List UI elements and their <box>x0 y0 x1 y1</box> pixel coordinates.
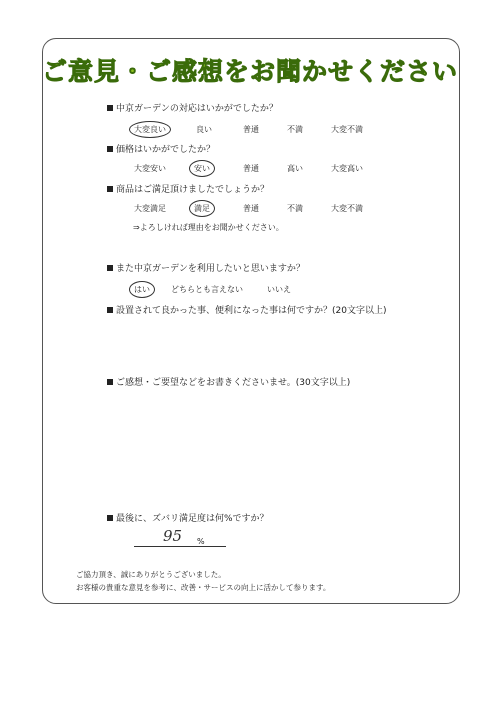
question-5-label: 設置されて良かった事、便利になった事は何ですか？(20文字以上) <box>116 306 387 316</box>
q2-option-3[interactable]: 普通 <box>243 164 259 173</box>
q2-option-4[interactable]: 高い <box>287 164 303 173</box>
question-2 <box>107 142 215 155</box>
question-4 <box>107 261 305 274</box>
question-1 <box>107 101 278 114</box>
question-6-label: ご感想・ご要望などをお書きくださいませ。(30文字以上) <box>116 378 351 388</box>
question-3-label: 商品はご満足頂けましたでしょうか？ <box>116 185 270 195</box>
question-2-label: 価格はいかがでしたか？ <box>116 145 216 155</box>
question-1-label: 中京ガーデンの対応はいかがでしたか？ <box>116 104 278 114</box>
q2-option-2-selected[interactable]: 安い <box>189 160 215 177</box>
bullet-square-icon <box>107 186 113 192</box>
question-6 <box>107 375 350 388</box>
q3-option-5[interactable]: 大変不満 <box>331 204 363 213</box>
q1-option-3[interactable]: 普通 <box>243 125 259 134</box>
bullet-square-icon <box>107 379 113 385</box>
q3-reason-note: ⇒よろしければ理由をお聞かせください。 <box>133 223 284 232</box>
question-4-label: また中京ガーデンを利用したいと思いますか？ <box>116 264 305 274</box>
q1-option-1-selected[interactable]: 大変良い <box>129 121 171 138</box>
bullet-square-icon <box>107 105 113 111</box>
q3-option-4[interactable]: 不満 <box>287 204 303 213</box>
q1-option-4[interactable]: 不満 <box>287 125 303 134</box>
q2-option-5[interactable]: 大変高い <box>331 164 363 173</box>
q2-option-1[interactable]: 大変安い <box>134 164 166 173</box>
q4-option-3[interactable]: いいえ <box>267 285 291 294</box>
survey-title: ご意見・ご感想をお聞かせください <box>41 57 458 86</box>
question-7 <box>107 511 269 524</box>
q3-option-3[interactable]: 普通 <box>243 204 259 213</box>
bullet-square-icon <box>107 146 113 152</box>
q4-option-1-selected[interactable]: はい <box>129 281 155 298</box>
bullet-square-icon <box>107 515 113 521</box>
footer-thanks: ご協力頂き、誠にありがとうございました。 <box>76 570 226 579</box>
q1-option-2[interactable]: 良い <box>196 125 212 134</box>
q4-option-2[interactable]: どちらとも言えない <box>171 285 243 294</box>
footer-message: お客様の貴重な意見を参考に、改善・サービスの向上に活かして参ります。 <box>76 583 331 592</box>
satisfaction-answer[interactable]: 95 <box>163 527 183 545</box>
bullet-square-icon <box>107 265 113 271</box>
question-7-label: 最後に、ズバリ満足度は何%ですか？ <box>116 514 269 524</box>
q3-option-1[interactable]: 大変満足 <box>134 204 166 213</box>
percent-unit: % <box>197 537 205 546</box>
question-5 <box>107 303 386 316</box>
bullet-square-icon <box>107 307 113 313</box>
question-3 <box>107 182 269 195</box>
q1-option-5[interactable]: 大変不満 <box>331 125 363 134</box>
q3-option-2-selected[interactable]: 満足 <box>189 200 215 217</box>
answer-underline <box>134 546 226 547</box>
